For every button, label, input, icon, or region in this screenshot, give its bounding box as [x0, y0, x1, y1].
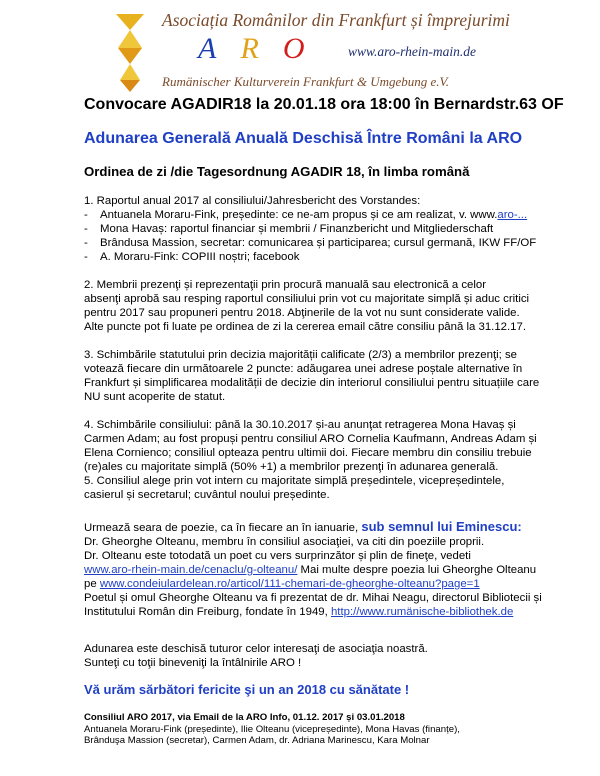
cenaclu-link[interactable]: www.aro-rhein-main.de/cenaclu/g-olteanu/ — [84, 564, 298, 576]
list-item: - Mona Havaș: raportul financiar și membrii / Finanzbericht und Mitgliederschaft — [84, 223, 494, 235]
aro-website-link[interactable]: aro-... — [497, 209, 528, 221]
association-subtitle-de: Rumänischer Kulturverein Frankfurt & Umgebung e.V. — [162, 74, 450, 89]
agenda-item-1-intro: 1. Raportul anual 2017 al consiliului/Jahresbericht des Vorstandes: — [84, 195, 421, 207]
header-website: www.aro-rhein-main.de — [348, 44, 476, 59]
aro-logo-icon — [112, 8, 148, 94]
agenda-title: Ordinea de zi /die Tagesordnung AGADIR 18, în limba română — [84, 164, 470, 179]
aro-letter-r: R — [240, 32, 259, 65]
association-name: Asociația Românilor din Frankfurt și împrejurimi — [162, 10, 510, 30]
list-item: - A. Moraru-Fink: COPIII noștri; facebook — [84, 251, 300, 263]
poetry-evening: Urmează seara de poezie, ca în fiecare an în ianuarie, sub semnul lui Eminescu: Dr. Gheorghe Olteanu, membru în consiliul asociaţiei, va citi din poeziile proprii. Dr. Olteanu este totodată un poet cu vers surprinzător și plin de fineţe, vedeti www.aro-rhein-main.de/cenaclu/g-olteanu/ Mai multe despre poezia lui Gheorghe Olteanu pe www.condeiulardelean.ro/articol/111-chemari-de-gheorghe-olteanu?page=1 Poetul și omul Gheorghe Olteanu va fi prezentat de dr. Mihai Neagu, directorul Bibliotecii și Institutului Român din Freiburg, fondate în 1949, http://www.rumänische-bibliothek.de — [84, 519, 542, 618]
aro-letter-a: A — [198, 32, 217, 65]
signature: Consiliul ARO 2017, via Email de la ARO Info, 01.12. 2017 și 03.01.2018 Antuanela Moraru-Fink (președinte), Ilie Olteanu (vicepreședinte), Mona Havas (finanțe), Brânduşa Massion (secretar), Carmen Adam, dr. Adriana Marinescu, Kara Molnar — [84, 712, 460, 747]
agenda-item-5: 5. Consiliul alege prin vot intern cu majoritate simplă președintele, vicepreședintele, casierul și secretarul; cuvântul noului președinte. — [84, 475, 505, 501]
letterhead — [112, 8, 512, 96]
agenda-item-3: 3. Schimbările statutului prin decizia majorității calificate (2/3) a membrilor prezenţi; se votează fiecare din următoarele 2 puncte: adăugarea unei adrese poștale alternative în Frankfurt și simplificarea modalității de decizie din interiorul consiliului pentru situațiile care NU sunt acoperite de statut. — [84, 349, 540, 403]
list-item: - Antuanela Moraru-Fink, președinte: ce ne-am propus și ce am realizat, v. www.aro-... — [84, 209, 528, 221]
eminescu-highlight: sub semnul lui Eminescu: — [361, 519, 522, 534]
library-link[interactable]: http://www.rumänische-bibliothek.de — [330, 606, 514, 618]
list-item: - Brândusa Massion, secretar: comunicarea și participarea; cursul germană, IKW FF/OF — [84, 237, 537, 249]
aro-letter-o: O — [282, 32, 305, 65]
agenda-item-4: 4. Schimbările consiliului: până la 30.10.2017 și-au anunţat retragerea Mona Havaș și Carmen Adam; au fost propuși pentru consiliul ARO Cornelia Kaufmann, Andreas Adam și Elena Cornienco; consiliul opteaza pentru ultimii doi. Fiecare membru din consiliu trebuie (re)ales cu majoritate simplă (50% +1) a membrilor prezenţi în adunarea generală. — [84, 419, 537, 473]
aro-acronym — [198, 32, 321, 72]
convocation-title: Convocare AGADIR18 la 20.01.18 ora 18:00 în Bernardstr.63 OF — [84, 96, 564, 113]
agenda-item-2: 2. Membrii prezenţi și reprezentaţii prin procură manuală sau electronică a celor absenţi aprobă sau resping raportul consiliului prin vot cu majoritate simplă și aduc critici pentru 2017 sau propuneri pentru 2018. Abţinerile de la vot nu sunt considerate valide. Alte puncte pot fi luate pe ordinea de zi la cererea email către consiliu până la 31.12.17. — [84, 279, 530, 333]
season-greeting: Vă urăm sărbători fericite şi un an 2018 cu sănătate ! — [84, 682, 410, 697]
agenda-item-1 — [84, 194, 554, 264]
assembly-title: Adunarea Generală Anuală Deschisă Între Români la ARO — [84, 130, 523, 147]
closing-text: Adunarea este deschisă tuturor celor interesaţi de asociaţia noastră. Sunteţi cu toţii bineveniţi la întâlnirile ARO ! — [84, 643, 428, 669]
condeiul-ardelean-link[interactable]: www.condeiulardelean.ro/articol/111-chemari-de-gheorghe-olteanu?page=1 — [99, 578, 480, 590]
